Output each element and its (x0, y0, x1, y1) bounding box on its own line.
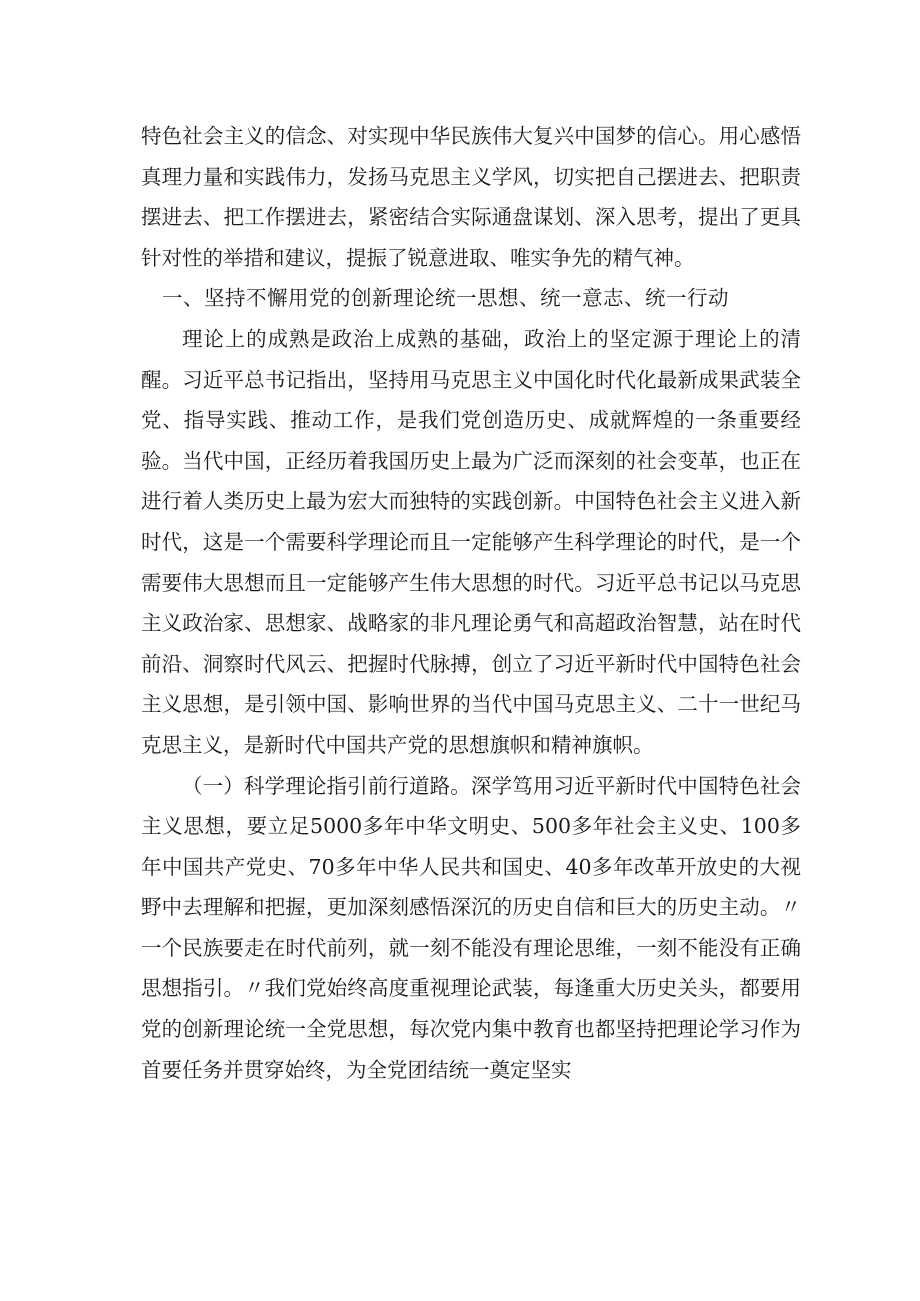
paragraph: （一）科学理论指引前行道路。深学笃用习近平新时代中国特色社会主义思想，要立足5000多年中华文明史、500多年社会主义史、100多年中国共产党史、70多年中华人民共和国史、40多年改革开放史的大视野中去理解和把握，更加深刻感悟深沉的历史自信和巨大的历史主动。〃一个民族要走在时代前列，就一刻不能没有理论思维，一刻不能没有正确思想指引。〃我们党始终高度重视理论武装，每逢重大历史关头，都要用党的创新理论统一全党思想，每次党内集中教育也都坚持把理论学习作为首要任务并贯穿始终，为全党团结统一奠定坚实 (141, 773, 801, 1082)
body-text (141, 116, 801, 1090)
paragraph-continuation: 特色社会主义的信念、对实现中华民族伟大复兴中国梦的信心。用心感悟真理力量和实践伟力，发扬马克思主义学风，切实把自己摆进去、把职责摆进去、把工作摆进去，紧密结合实际通盘谋划、深入思考，提出了更具针对性的举措和建议，提振了锐意进取、唯实争先的精气神。 (141, 124, 801, 270)
section-heading: 一、坚持不懈用党的创新理论统一思想、统一意志、统一行动 (162, 286, 729, 311)
paragraph: 理论上的成熟是政治上成熟的基础，政治上的坚定源于理论上的清醒。习近平总书记指出，坚持用马克思主义中国化时代化最新成果武装全党、指导实践、推动工作，是我们党创造历史、成就辉煌的一条重要经验。当代中国，正经历着我国历史上最为广泛而深刻的社会变革，也正在进行着人类历史上最为宏大而独特的实践创新。中国特色社会主义进入新时代，这是一个需要科学理论而且一定能够产生科学理论的时代，是一个需要伟大思想而且一定能够产生伟大思想的时代。习近平总书记以马克思主义政治家、思想家、战略家的非凡理论勇气和高超政治智慧，站在时代前沿、洞察时代风云、把握时代脉搏，创立了习近平新时代中国特色社会主义思想，是引领中国、影响世界的当代中国马克思主义、二十一世纪马克思主义，是新时代中国共产党的思想旗帜和精神旗帜。 (141, 326, 801, 757)
